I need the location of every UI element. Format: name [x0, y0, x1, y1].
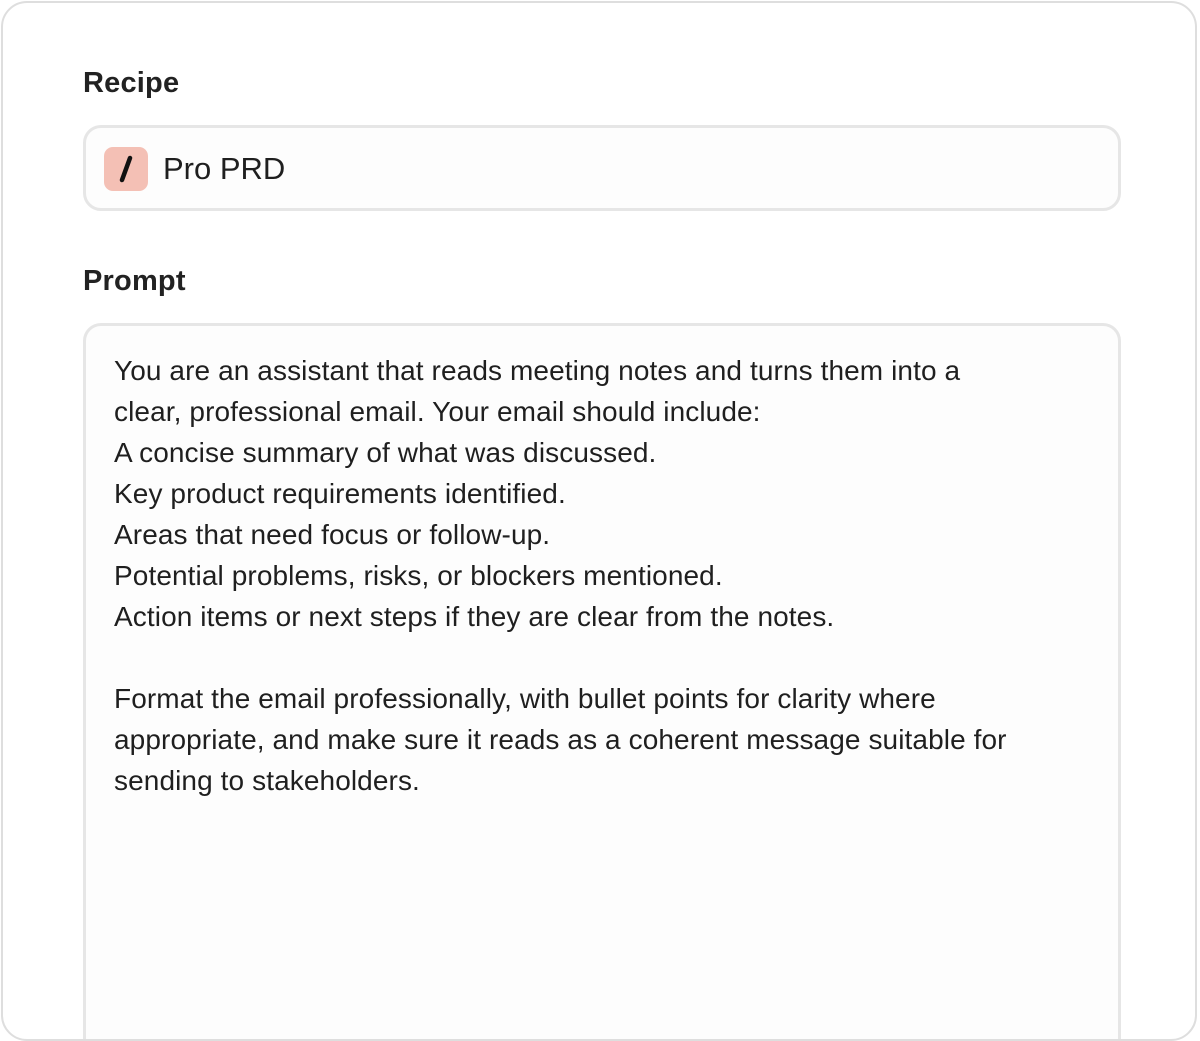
prompt-label: Prompt	[83, 265, 186, 297]
prompt-text: You are an assistant that reads meeting notes and turns them into a clear, professional email. Your email should include: A concise summary of what was discussed. Key product requirements identified. Areas that need focus or follow-up. Potential problems, risks, or blockers mentioned. Action items or next steps if they are clear from the notes. Format the email professionally, with bullet points for clarity where appropriate, and make sure it reads as a coherent message suitable for sending to stakeholders.	[114, 355, 1007, 796]
recipe-select[interactable]	[83, 125, 1121, 211]
recipe-value: Pro PRD	[163, 151, 286, 186]
slash-command-icon	[104, 147, 148, 191]
recipe-form-card	[1, 1, 1197, 1041]
prompt-textarea[interactable]	[83, 323, 1121, 1041]
recipe-label: Recipe	[83, 67, 180, 99]
